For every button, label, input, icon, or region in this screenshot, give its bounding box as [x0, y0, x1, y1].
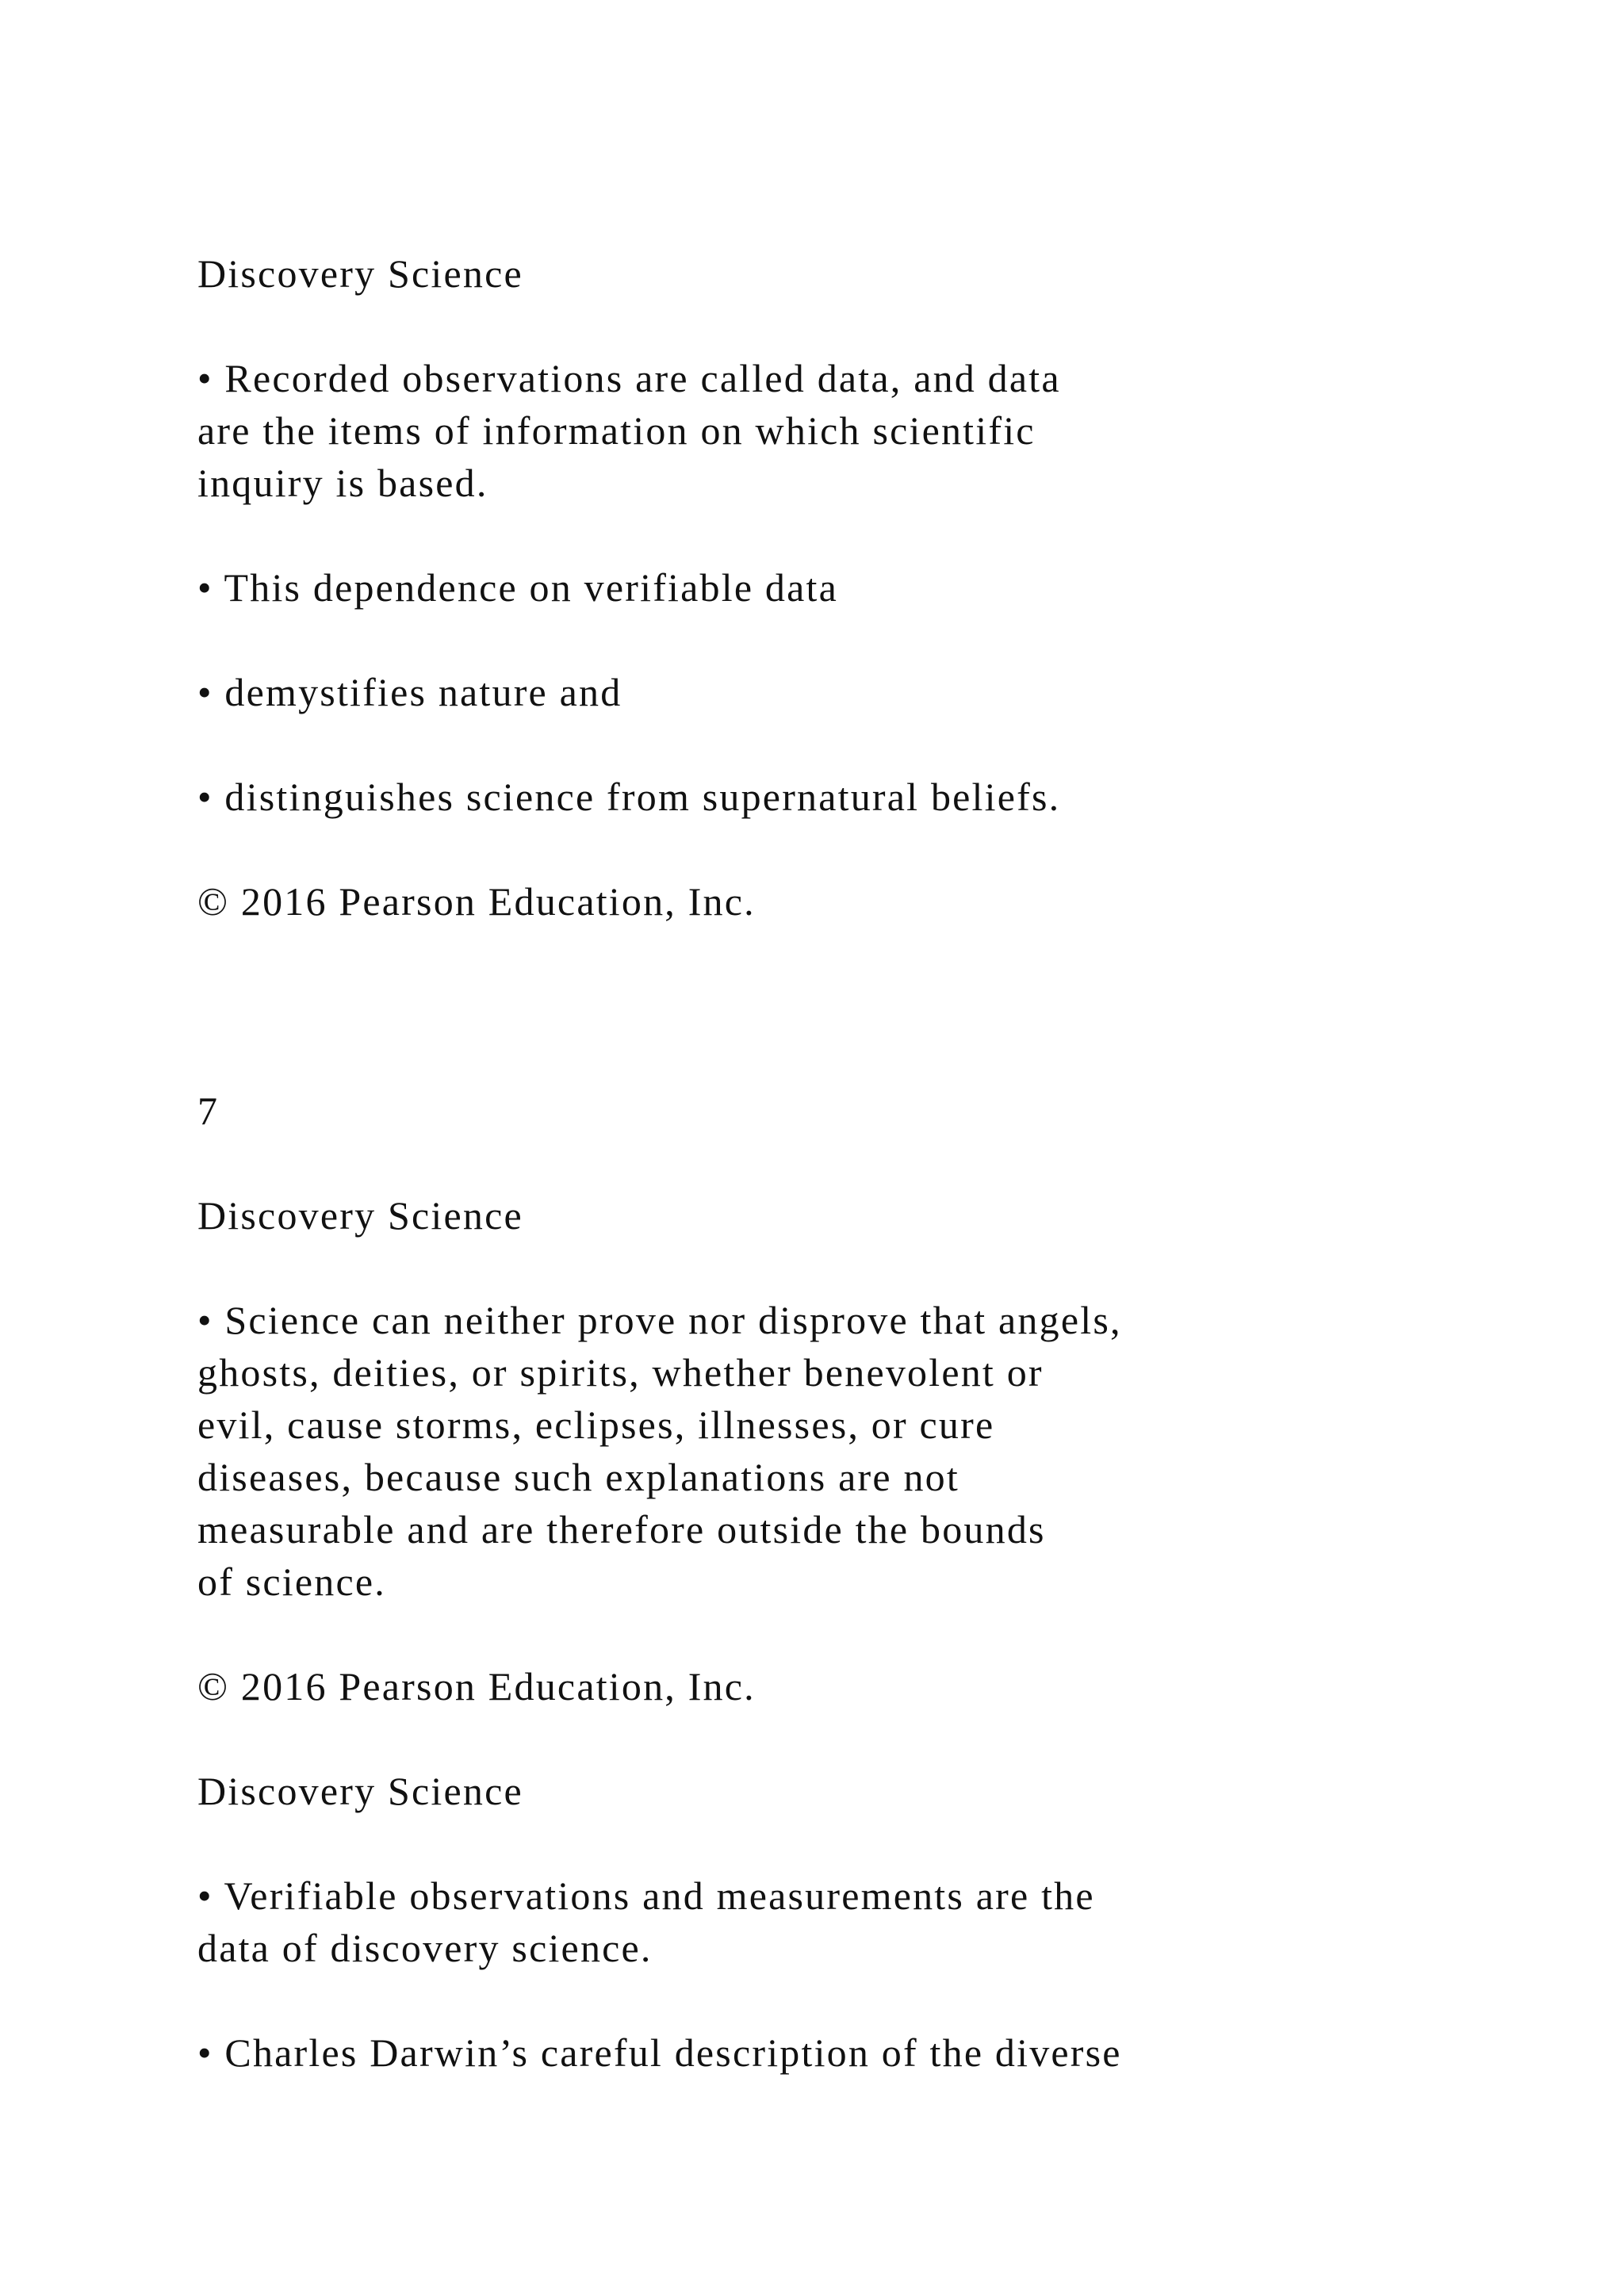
paragraph-line: ghosts, deities, or spirits, whether benevolent or — [197, 1350, 1044, 1395]
paragraph-line: measurable and are therefore outside the bounds — [197, 1507, 1046, 1552]
section-heading: Discovery Science — [197, 1769, 523, 1813]
paragraph-line: are the items of information on which scientific — [197, 408, 1036, 453]
bullet-line: • This dependence on verifiable data — [197, 565, 838, 610]
bullet-line: • Charles Darwin’s careful description of the diverse — [197, 2030, 1122, 2075]
paragraph-line: • Recorded observations are called data, and data — [197, 356, 1061, 400]
paragraph-line: • Verifiable observations and measurements are the — [197, 1873, 1095, 1918]
paragraph-line: inquiry is based. — [197, 461, 488, 505]
section-heading: Discovery Science — [197, 251, 523, 296]
paragraph-line: evil, cause storms, eclipses, illnesses, or cure — [197, 1402, 995, 1447]
paragraph-line: data of discovery science. — [197, 1926, 653, 1970]
paragraph-line: • Science can neither prove nor disprove that angels, — [197, 1298, 1122, 1342]
copyright-notice: © 2016 Pearson Education, Inc. — [197, 879, 756, 924]
paragraph-line: diseases, because such explanations are not — [197, 1455, 959, 1499]
bullet-line: • distinguishes science from supernatural beliefs. — [197, 775, 1061, 819]
slide-number: 7 — [197, 1089, 220, 1133]
section-heading: Discovery Science — [197, 1193, 523, 1238]
copyright-notice: © 2016 Pearson Education, Inc. — [197, 1664, 756, 1709]
bullet-line: • demystifies nature and — [197, 670, 622, 714]
paragraph-line: of science. — [197, 1559, 386, 1604]
